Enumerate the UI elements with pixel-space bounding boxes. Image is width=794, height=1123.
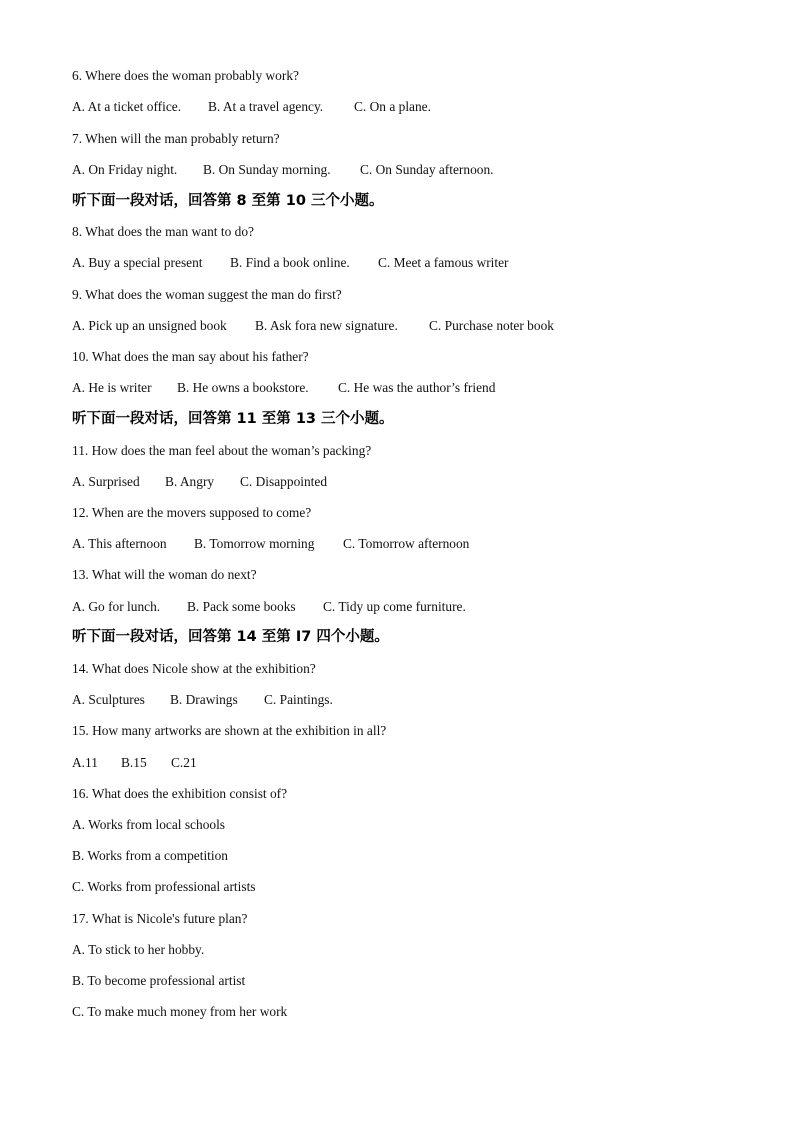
option-a: A. Pick up an unsigned book [72, 318, 227, 333]
option-c: C. Tomorrow afternoon [343, 536, 470, 551]
option-b: B. Pack some books [187, 599, 296, 614]
option-a: A. Works from local schools [72, 817, 226, 832]
question-stem: 8. What does the man want to do? [72, 224, 254, 239]
option-c: C. He was the author’s friend [338, 380, 496, 395]
option-a: A. Buy a special present [72, 255, 203, 270]
section-heading: 听下面一段对话，回答第 11 至第 13 三个小题。 [72, 411, 394, 427]
options-row [72, 474, 327, 490]
options-row [72, 380, 495, 396]
section-heading: 听下面一段对话，回答第 8 至第 10 三个小题。 [72, 193, 384, 209]
question-stem: 14. What does Nicole show at the exhibition? [72, 661, 316, 676]
question-stem: 9. What does the woman suggest the man do first? [72, 287, 342, 302]
option-a: A. He is writer [72, 380, 152, 395]
options-row [72, 318, 554, 334]
option-b: B. He owns a bookstore. [177, 380, 309, 395]
option-a: A.11 [72, 755, 98, 770]
options-row [72, 255, 509, 271]
option-c: C. On Sunday afternoon. [360, 162, 494, 177]
question-stem: 16. What does the exhibition consist of? [72, 786, 288, 801]
option-b: B.15 [121, 755, 147, 770]
question-stem: 13. What will the woman do next? [72, 567, 257, 582]
question-stem: 15. How many artworks are shown at the exhibition in all? [72, 723, 387, 738]
option-a: A. On Friday night. [72, 162, 178, 177]
options-row [72, 599, 466, 615]
option-c: C.21 [171, 755, 197, 770]
question-stem: 7. When will the man probably return? [72, 131, 280, 146]
option-c: C. Purchase noter book [429, 318, 554, 333]
option-a: A. At a ticket office. [72, 99, 182, 114]
option-c: C. Meet a famous writer [378, 255, 509, 270]
option-b: B. Find a book online. [230, 255, 350, 270]
section-heading: 听下面一段对话，回答第 14 至第 I7 四个小题。 [72, 629, 389, 645]
option-c: C. On a plane. [354, 99, 431, 114]
option-c: C. Tidy up come furniture. [323, 599, 466, 614]
option-a: A. To stick to her hobby. [72, 942, 205, 957]
option-b: B. Tomorrow morning [194, 536, 315, 551]
option-b: B. Drawings [170, 692, 238, 707]
option-a: A. Sculptures [72, 692, 145, 707]
question-stem: 6. Where does the woman probably work? [72, 68, 299, 83]
option-a: A. Go for lunch. [72, 599, 161, 614]
question-stem: 11. How does the man feel about the woman’s packing? [72, 443, 372, 458]
options-row [72, 162, 494, 178]
option-b: B. At a travel agency. [208, 99, 324, 114]
question-stem: 10. What does the man say about his father? [72, 349, 309, 364]
option-c: C. Disappointed [240, 474, 328, 489]
options-row [72, 755, 197, 771]
option-c: C. To make much money from her work [72, 1004, 288, 1019]
options-row [72, 692, 333, 708]
option-b: B. Ask fora new signature. [255, 318, 398, 333]
option-b: B. On Sunday morning. [203, 162, 331, 177]
option-a: A. Surprised [72, 474, 140, 489]
question-stem: 12. When are the movers supposed to come? [72, 505, 312, 520]
question-stem: 17. What is Nicole's future plan? [72, 911, 248, 926]
option-b: B. Works from a competition [72, 848, 228, 863]
option-b: B. To become professional artist [72, 973, 246, 988]
option-c: C. Paintings. [264, 692, 333, 707]
option-a: A. This afternoon [72, 536, 167, 551]
options-row [72, 536, 469, 552]
option-b: B. Angry [165, 474, 215, 489]
options-row [72, 99, 431, 115]
option-c: C. Works from professional artists [72, 879, 256, 894]
